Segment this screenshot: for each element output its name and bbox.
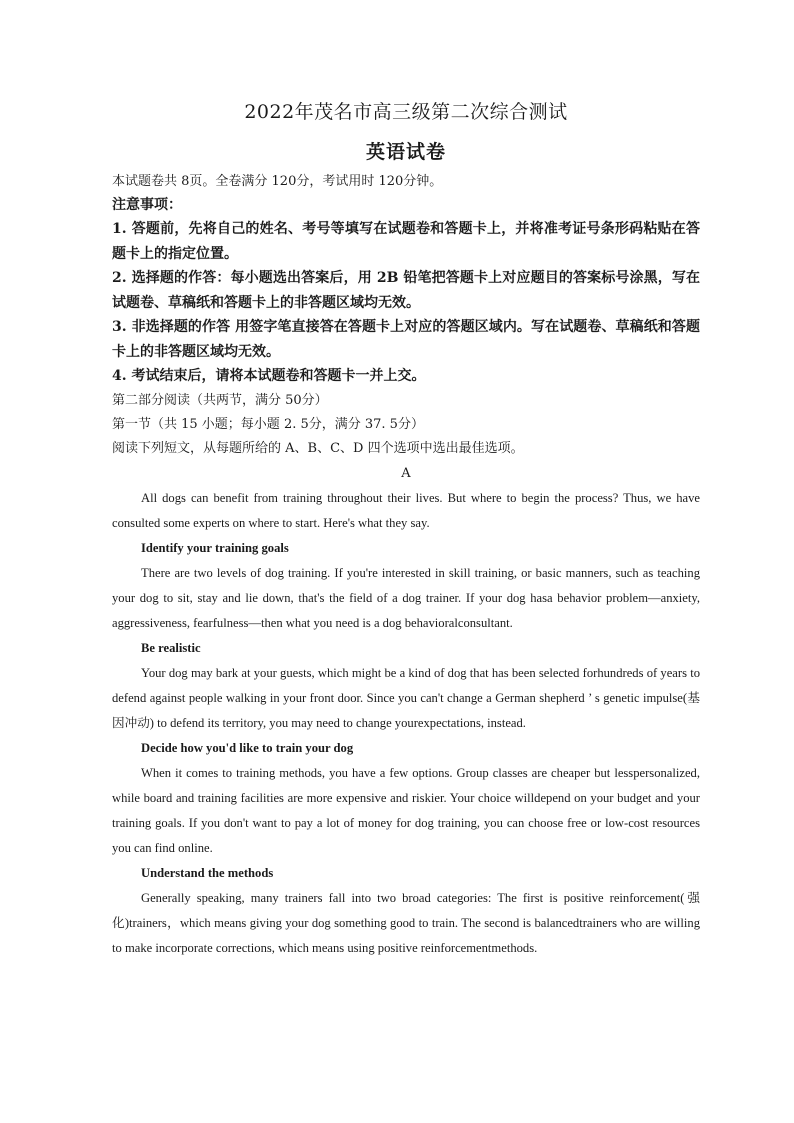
passage-paragraph: Generally speaking, many trainers fall into two broad categories: The first is positive reinforcement(强化)trainers，which means giving your dog something good to train. The second is balancedtrainers who are willing to make incorporate corrections, which means using positive reinforcementmethods. xyxy=(112,890,700,955)
exam-title: 2022年茂名市高三级第二次综合测试 xyxy=(244,101,568,123)
passage-label: A xyxy=(401,465,411,481)
passage-paragraph: Your dog may bark at your guests, which might be a kind of dog that has been selected forhundreds of years to defend against people walking in your front door. Since you can't change a German shepherd ’ s genetic impulse(基因冲动) to defend its territory, you may need to change yourexpectations, instead. xyxy=(112,665,700,730)
passage-paragraph: All dogs can benefit from training throughout their lives. But where to begin the process? Thus, we have consulted some experts on where to start. Here's what they say. xyxy=(112,490,700,530)
section-part: 第二部分阅读（共两节，满分 50分） xyxy=(112,392,328,408)
section-sub: 第一节（共 15 小题；每小题 2. 5分，满分 37. 5分） xyxy=(112,416,424,432)
notice-item-1: 1. 答题前，先将自己的姓名、考号等填写在试题卷和答题卡上，并将准考证号条形码粘贴在答题卡上的指定位置。 xyxy=(112,221,700,262)
passage-paragraph: There are two levels of dog training. If you're interested in skill training, or basic manners, such as teaching your dog to sit, stay and lie down, that's the field of a dog trainer. If your dog hasa behavior problem—anxiety, aggressiveness, fearfulness—then what you need is a dog behavioralconsultant. xyxy=(112,565,700,630)
notice-heading: 注意事项： xyxy=(112,197,182,213)
exam-subtitle: 英语试卷 xyxy=(365,141,446,163)
passage-paragraph: When it comes to training methods, you have a few options. Group classes are cheaper but lesspersonalized, while board and training facilities are more expensive and riskier. Your choice willdepend on your budget and your training goals. If you don't want to pay a lot of money for dog training, you can choose free or low-cost resources you can find online. xyxy=(112,765,700,855)
notice-item-4: 4. 考试结束后，请将本试题卷和答题卡一并上交。 xyxy=(112,368,426,384)
section-instruction: 阅读下列短文，从每题所给的 A、B、C、D 四个选项中选出最佳选项。 xyxy=(112,440,524,456)
notice-item-3: 3. 非选择题的作答 用签字笔直接答在答题卡上对应的答题区域内。写在试题卷、草稿纸和答题卡上的非答题区域均无效。 xyxy=(112,319,700,360)
passage-subheading: Be realistic xyxy=(141,640,201,655)
exam-page xyxy=(112,100,700,961)
exam-intro: 本试题卷共 8页。全卷满分 120分，考试用时 120分钟。 xyxy=(112,174,443,189)
passage-subheading: Decide how you'd like to train your dog xyxy=(141,740,354,755)
notice-item-2: 2. 选择题的作答：每小题选出答案后，用 2B 铅笔把答题卡上对应题目的答案标号涂黑，写在试题卷、草稿纸和答题卡上的非答题区域均无效。 xyxy=(112,270,700,311)
passage-subheading: Understand the methods xyxy=(141,865,274,880)
passage-subheading: Identify your training goals xyxy=(141,540,289,555)
